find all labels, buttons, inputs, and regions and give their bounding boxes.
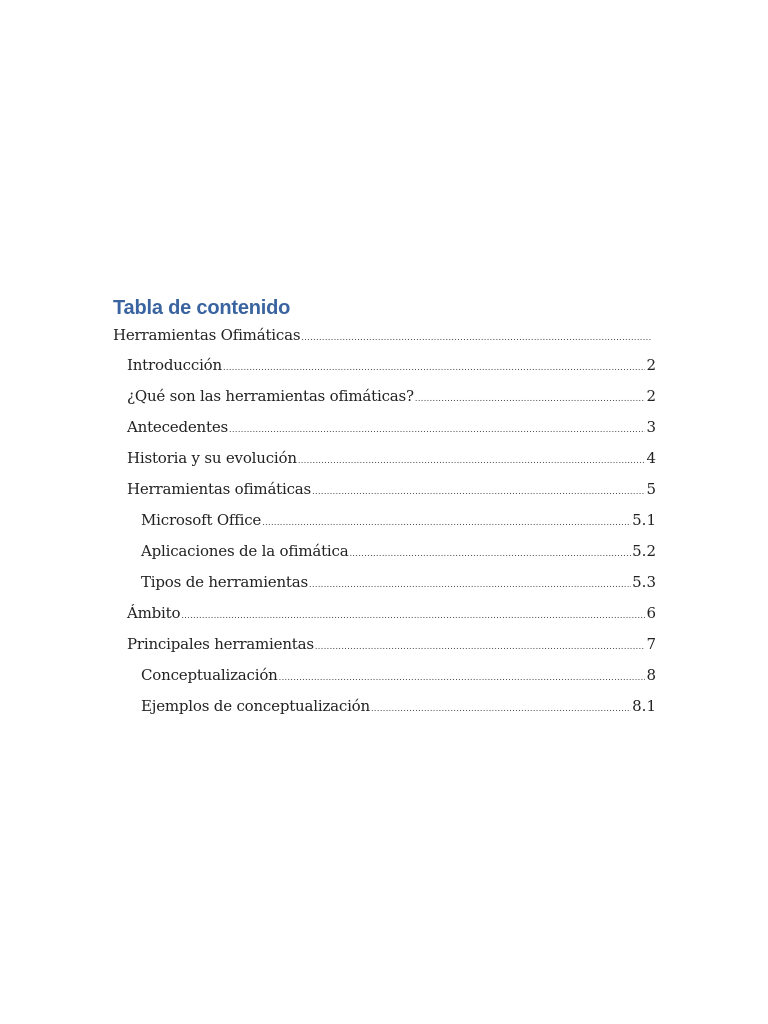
toc-dot-leader — [181, 611, 645, 620]
toc-dot-leader — [279, 673, 646, 682]
toc-entry-title: Tipos de herramientas — [141, 573, 308, 591]
toc-entry-title: Historia y su evolución — [127, 449, 297, 467]
toc-entry-title: Aplicaciones de la ofimática — [141, 542, 349, 560]
toc-entry-title: Ámbito — [127, 604, 181, 622]
toc-page-number: 5.1 — [632, 511, 656, 529]
toc-entry-title: Conceptualización — [141, 666, 278, 684]
toc-entry[interactable] — [113, 387, 656, 418]
toc-dot-leader — [223, 363, 645, 372]
toc-entry[interactable] — [113, 449, 656, 480]
toc-list — [113, 326, 656, 728]
toc-entry-title: ¿Qué son las herramientas ofimáticas? — [127, 387, 414, 405]
toc-entry-title: Ejemplos de conceptualización — [141, 697, 370, 715]
table-of-contents — [113, 294, 656, 728]
toc-page-number: 8 — [646, 666, 656, 684]
toc-dot-leader — [298, 456, 646, 465]
toc-dot-leader — [315, 642, 646, 651]
toc-entry-title: Introducción — [127, 356, 222, 374]
toc-page-number: 2 — [646, 356, 656, 374]
toc-entry[interactable] — [113, 573, 656, 604]
toc-entry[interactable] — [113, 697, 656, 728]
toc-dot-leader — [349, 549, 631, 558]
toc-dot-leader — [309, 580, 631, 589]
toc-page-number: 8.1 — [632, 697, 656, 715]
toc-entry[interactable] — [113, 666, 656, 697]
toc-entry-title: Herramientas Ofimáticas — [113, 326, 301, 344]
toc-page-number: 7 — [646, 635, 656, 653]
toc-page-number: 5.3 — [632, 573, 656, 591]
toc-page-number: 5.2 — [632, 542, 656, 560]
toc-page-number: 5 — [646, 480, 656, 498]
toc-dot-leader — [229, 425, 645, 434]
toc-entry[interactable] — [113, 542, 656, 573]
toc-page-number: 2 — [646, 387, 656, 405]
toc-dot-leader — [371, 704, 631, 713]
toc-entry[interactable] — [113, 511, 656, 542]
toc-dot-leader — [415, 394, 646, 403]
toc-entry[interactable] — [113, 635, 656, 666]
toc-dot-leader — [312, 487, 645, 496]
toc-entry[interactable] — [113, 480, 656, 511]
toc-page-number: 6 — [646, 604, 656, 622]
toc-entry-title: Microsoft Office — [141, 511, 262, 529]
toc-dot-leader — [301, 333, 651, 342]
toc-page-number: 4 — [646, 449, 656, 467]
toc-page-number: 3 — [646, 418, 656, 436]
toc-entry-title: Antecedentes — [127, 418, 229, 436]
toc-entry-title: Principales herramientas — [127, 635, 314, 653]
toc-entry[interactable] — [113, 604, 656, 635]
toc-dot-leader — [262, 518, 631, 527]
toc-title: Tabla de contenido — [113, 297, 291, 319]
toc-entry[interactable] — [113, 326, 656, 356]
toc-entry[interactable] — [113, 418, 656, 449]
toc-entry-title: Herramientas ofimáticas — [127, 480, 312, 498]
toc-entry[interactable] — [113, 356, 656, 387]
